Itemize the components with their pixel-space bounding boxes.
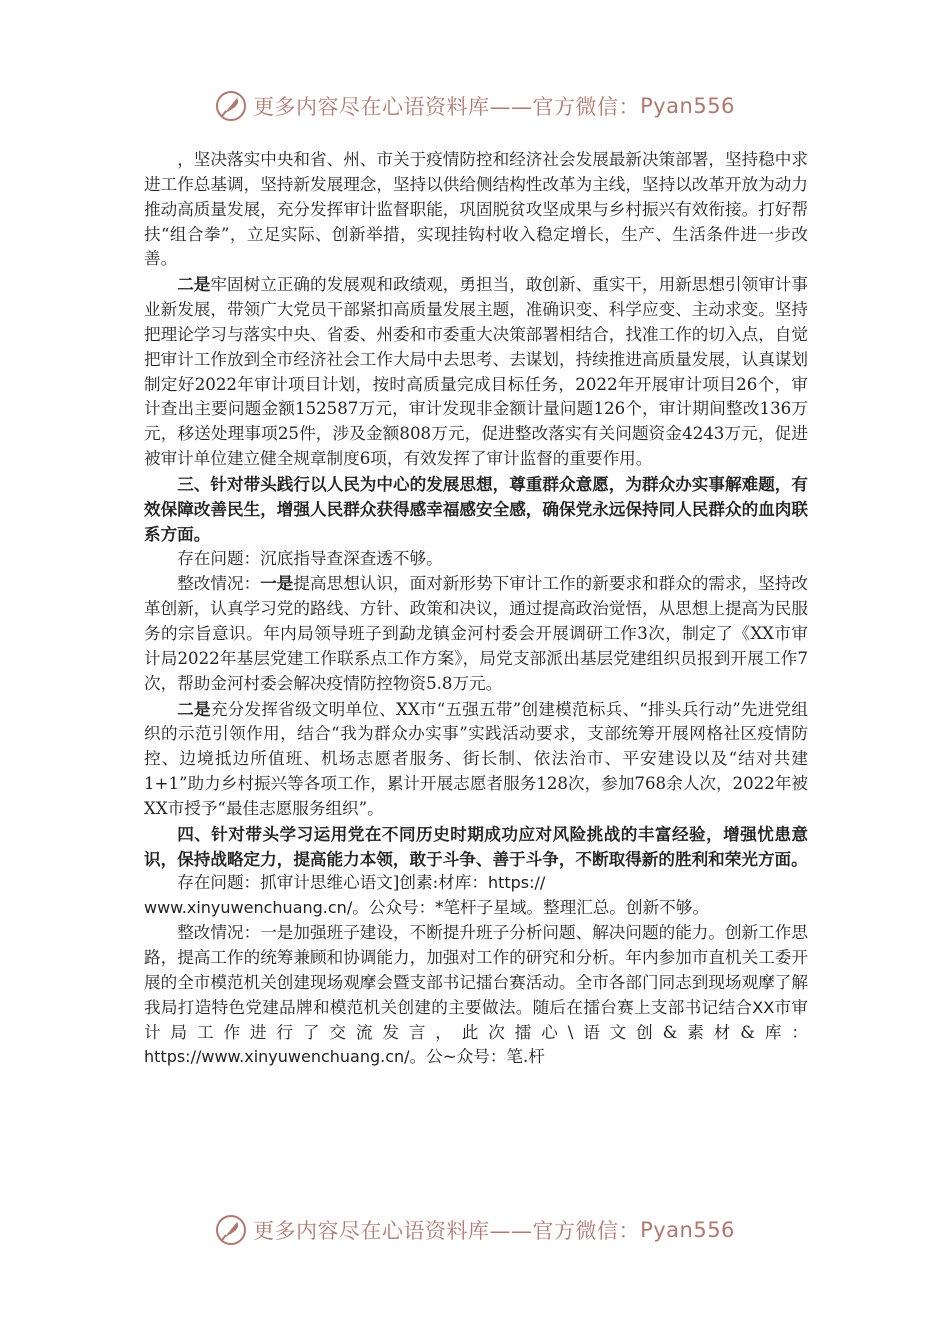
quill-logo-icon xyxy=(215,1214,247,1246)
quill-logo-icon xyxy=(215,90,247,122)
footer-text: 更多内容尽在心语资料库——官方微信： xyxy=(253,1219,641,1243)
url-text: www.xinyuwenchuang.cn/ xyxy=(144,898,353,918)
paragraph: 整改情况：一是提高思想认识，面对新形势下审计工作的新要求和群众的需求，坚持改革创新，认真学习党的路线、方针、政策和决议，通过提高政治觉悟，从思想上提高为民服务的宗旨意识。年内局领导班子到勐龙镇金河村委会开展调研工作3次，制定了《XX市审计局2022年基层党建工作联系点工作方案》，局党支部派出基层党建组织员报到开展工作7次，帮助金河村委会解决疫情防控物资5.8万元。 xyxy=(144,573,809,693)
paragraph: 存在问题：沉底指导查深查透不够。 xyxy=(177,548,443,568)
paragraph: 二是牢固树立正确的发展观和政绩观，勇担当，敢创新、重实干，用新思想引领审计事业新发展，带领广大党员干部紧扣高质量发展主题，准确识变、科学应变、主动求变。坚持把理论学习与落实中央、省委、州委和市委重大决策部署相结合，找准工作的切入点，自觉把审计工作放到全市经济社会工作大局中去思考、去谋划，持续推进高质量发展，认真谋划制定好2022年审计项目计划，按时高质量完成目标任务，2022年开展审计项目26个，审计查出主要问题金额152587万元，审计发现非金额计量问题126个，审计期间整改136万元，移送处理事项25件，涉及金额808万元，促进整改落实有关问题资金4243万元，促进被审计单位建立健全规章制度6项，有效发挥了审计监督的重要作用。 xyxy=(144,274,808,469)
header-text: 更多内容尽在心语资料库——官方微信： xyxy=(253,95,641,119)
paragraph: ，坚决落实中央和省、州、市关于疫情防控和经济社会发展最新决策部署，坚持稳中求进工作总基调，坚持新发展理念，坚持以供给侧结构性改革为主线，坚持以改革开放为动力推动高质量发展，充分发挥审计监督职能，巩固脱贫攻坚成果与乡村振兴有效衔接。打好帮扶“组合拳”，立足实际、创新举措，实现挂钩村收入稳定增长，生产、生活条件进一步改善。 xyxy=(144,150,808,269)
paragraph: 整改情况：一是加强班子建设，不断提升班子分析问题、解决问题的能力。创新工作思路，提高工作的统筹兼顾和协调能力，加强对工作的研究和分析。年内参加市直机关工委开展的全市模范机关创建现场观摩会暨支部书记擂台赛活动。全市各部门同志到现场观摩了解我局打造特色党建品牌和模范机关创建的主要做法。随后在擂台赛上支部书记结合XX市审计局工作进行了交流发言，此次擂心\语文创&素材&库：https://www.xinyuwenchuang.cn/。公~众号：笔.杆 xyxy=(144,923,809,1067)
section-heading: 三、针对带头践行以人民为中心的发展思想，尊重群众意愿，为群众办实事解难题，有效保障改善民生，增强人民群众获得感幸福感安全感，确保党永远保持同人民群众的血肉联系方面。 xyxy=(144,473,808,544)
footer-watermark xyxy=(0,1210,950,1250)
document-body xyxy=(144,148,808,1070)
header-wechat-id: Pyan556 xyxy=(640,94,735,118)
url-text: https://www.xinyuwenchuang.cn/ xyxy=(144,1047,410,1067)
footer-wechat-id: Pyan556 xyxy=(640,1218,735,1242)
paragraph: 二是充分发挥省级文明单位、XX市“五强五带”创建模范标兵、“排头兵行动”先进党组织的示范引领作用，结合“我为群众办实事”实践活动要求，支部统筹开展网格社区疫情防控、边境抵边所值班、机场志愿者服务、街长制、依法治市、平安建设以及“结对共建1+1”助力乡村振兴等各项工作，累计开展志愿者服务128次，参加768余人次，2022年被XX市授予“最佳志愿服务组织”。 xyxy=(144,698,809,818)
header-watermark xyxy=(0,86,950,126)
paragraph: 存在问题：抓审计思维心语文]创素:材库：https:// www.xinyuwenchuang.cn/。公众号：*笔杆子星域。整理汇总。创新不够。 xyxy=(144,873,709,918)
section-heading: 四、针对带头学习运用党在不同历史时期成功应对风险挑战的丰富经验，增强忧患意识，保持战略定力，提高能力本领，敢于斗争、善于斗争，不断取得新的胜利和荣光方面。 xyxy=(144,823,808,869)
